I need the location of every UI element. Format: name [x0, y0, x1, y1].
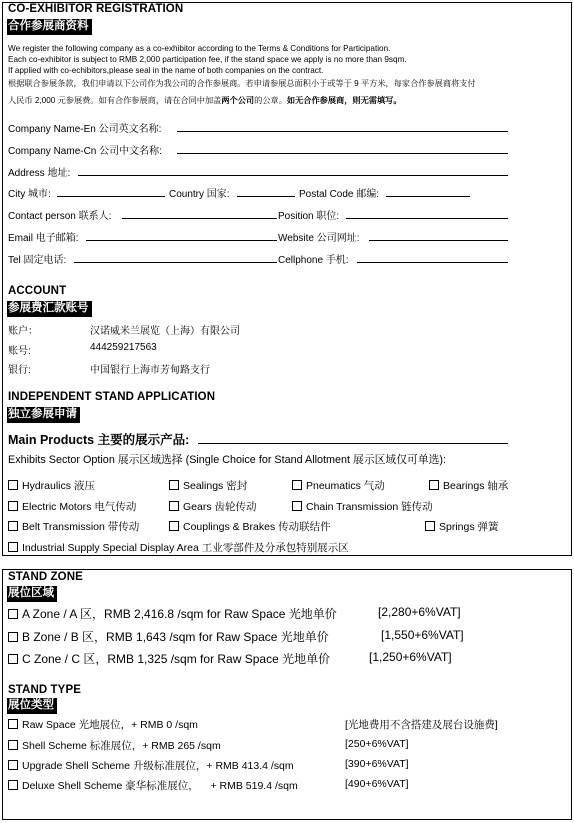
checkbox[interactable]	[292, 480, 302, 490]
checkbox[interactable]	[8, 719, 18, 729]
bank-value: 中国银行上海市芳甸路支行	[90, 365, 210, 376]
independent-title-en: INDEPENDENT STAND APPLICATION	[8, 391, 216, 403]
intro-cn-part-b: 两个公司	[221, 96, 255, 105]
checkbox[interactable]	[8, 480, 18, 490]
address-field[interactable]	[78, 175, 508, 176]
intro-cn-part-d: 如无合作参展商，则无需填写。	[286, 96, 402, 105]
checkbox[interactable]	[8, 521, 18, 531]
account-title-en: ACCOUNT	[8, 285, 67, 297]
tel-field[interactable]	[74, 262, 277, 263]
zone-b-price: [1,550+6%VAT]	[381, 628, 464, 642]
option-gears[interactable]	[169, 499, 257, 514]
stand-type-title-cn: 展位类型	[7, 698, 57, 714]
option-chain-transmission[interactable]	[292, 499, 433, 514]
address-label: Address 地址:	[8, 168, 71, 179]
stand-zone-title-en: STAND ZONE	[8, 571, 83, 583]
country-field[interactable]	[237, 196, 295, 197]
email-field[interactable]	[86, 240, 277, 241]
option-pneumatics[interactable]	[292, 478, 385, 493]
contact-person-field[interactable]	[122, 218, 277, 219]
checkbox[interactable]	[8, 654, 18, 664]
option-label: Belt Transmission 带传动	[22, 521, 140, 533]
intro-line-2: Each co-exhibitor is subject to RMB 2,000 participation fee, if the stand space we apply is no more than 9sqm.	[8, 55, 407, 64]
option-springs[interactable]	[425, 519, 499, 534]
type-raw-space-option[interactable]	[8, 717, 198, 732]
checkbox[interactable]	[8, 780, 18, 790]
cellphone-field[interactable]	[357, 262, 508, 263]
checkbox[interactable]	[425, 521, 435, 531]
checkbox[interactable]	[8, 632, 18, 642]
checkbox[interactable]	[429, 480, 439, 490]
type-shell-scheme-option[interactable]	[8, 738, 221, 753]
type-deluxe-shell-option[interactable]	[8, 778, 298, 793]
type-label: Upgrade Shell Scheme 升级标准展位，+ RMB 413.4 /sqm	[22, 760, 294, 772]
option-bearings[interactable]	[429, 478, 508, 493]
postal-code-field[interactable]	[386, 196, 470, 197]
zone-a-price: [2,280+6%VAT]	[378, 605, 461, 619]
option-label: Chain Transmission 链传动	[306, 501, 433, 513]
account-name-label: 账户：	[8, 326, 38, 337]
option-hydraulics[interactable]	[8, 478, 95, 493]
intro-line-3: If applied with co-echibitors,please seal in the name of both companies on the contract.	[8, 66, 324, 75]
company-en-label: Company Name-En 公司英文名称:	[8, 124, 162, 135]
checkbox[interactable]	[169, 480, 179, 490]
stand-zone-title-cn: 展位区域	[7, 586, 57, 602]
account-number-value: 444259217563	[90, 342, 157, 353]
type-raw-space-price: [光地费用不含搭建及展台设施费]	[345, 719, 498, 731]
website-field[interactable]	[369, 240, 508, 241]
website-label: Website 公司网址:	[278, 233, 360, 244]
option-belt-transmission[interactable]	[8, 519, 139, 534]
zone-a-option[interactable]	[8, 605, 337, 622]
postal-code-label: Postal Code 邮编:	[299, 189, 380, 200]
option-label: Industrial Supply Special Display Area 工业零部件及分承包特别展示区	[22, 542, 349, 554]
option-label: Gears 齿轮传动	[183, 501, 257, 513]
option-label: Sealings 密封	[183, 480, 248, 492]
company-en-field[interactable]	[177, 131, 508, 132]
checkbox[interactable]	[8, 760, 18, 770]
checkbox[interactable]	[8, 609, 18, 619]
tel-label: Tel 固定电话:	[8, 255, 67, 266]
type-label: Raw Space 光地展位，+ RMB 0 /sqm	[22, 719, 198, 731]
account-number-label: 账号:	[8, 346, 31, 357]
contact-person-label: Contact person 联系人:	[8, 211, 112, 222]
stand-type-title-en: STAND TYPE	[8, 684, 81, 696]
zone-c-option[interactable]	[8, 650, 330, 667]
main-products-label: Main Products 主要的展示产品:	[8, 433, 190, 447]
option-label: Springs 弹簧	[439, 521, 499, 533]
type-upgrade-shell-price: [390+6%VAT]	[345, 758, 409, 770]
option-label: Pneumatics 气动	[306, 480, 385, 492]
checkbox[interactable]	[8, 501, 18, 511]
sector-option-label: Exhibits Sector Option 展示区域选择 (Single Choice for Stand Allotment 展示区域仅可单选):	[8, 454, 447, 466]
registration-title-en: CO-EXHIBITOR REGISTRATION	[8, 3, 184, 15]
zone-c-price: [1,250+6%VAT]	[369, 650, 452, 664]
checkbox[interactable]	[169, 521, 179, 531]
intro-line-1: We register the following company as a co-exhibitor according to the Terms & Conditions for Participation.	[8, 44, 391, 53]
checkbox[interactable]	[8, 740, 18, 750]
intro-cn-part-a: 人民币 2,000 元参展费。如有合作参展商，请在合同中加盖	[8, 96, 222, 105]
account-title-cn: 参展费汇款账号	[7, 301, 92, 317]
cellphone-label: Cellphone 手机:	[278, 255, 349, 266]
intro-cn-line-1: 根据联合参展条款，我们申请以下公司作为我公司的合作参展商。若申请参展总面积小于或等于 9 平方米，每家合作参展商将支付	[8, 79, 476, 88]
main-products-field[interactable]	[198, 443, 508, 444]
company-cn-field[interactable]	[177, 153, 508, 154]
city-label: City 城市:	[8, 189, 51, 200]
company-cn-label: Company Name-Cn 公司中文名称:	[8, 146, 162, 157]
option-label: Couplings & Brakes 传动联结件	[183, 521, 331, 533]
type-label: Deluxe Shell Scheme 豪华标准展位， + RMB 519.4 /sqm	[22, 780, 298, 792]
checkbox[interactable]	[292, 501, 302, 511]
zone-b-option[interactable]	[8, 628, 329, 645]
type-label: Shell Scheme 标准展位，+ RMB 265 /sqm	[22, 740, 221, 752]
option-label: Bearings 轴承	[443, 480, 509, 492]
registration-title-cn: 合作参展商资料	[7, 19, 92, 35]
position-label: Position 职位:	[278, 211, 340, 222]
checkbox[interactable]	[8, 542, 18, 552]
zone-label: C Zone / C 区，RMB 1,325 /sqm for Raw Space 光地单价	[22, 652, 331, 666]
option-label: Electric Motors 电气传动	[22, 501, 137, 513]
bank-label: 银行:	[8, 365, 31, 376]
intro-cn-line-2	[8, 95, 402, 107]
account-name-value: 汉诺威米兰展览（上海）有限公司	[90, 326, 240, 337]
intro-cn-part-c: 的公章。	[254, 96, 287, 105]
option-industrial-supply[interactable]	[8, 540, 349, 555]
type-upgrade-shell-option[interactable]	[8, 758, 294, 773]
type-shell-scheme-price: [250+6%VAT]	[345, 738, 409, 750]
position-field[interactable]	[346, 218, 508, 219]
zone-label: A Zone / A 区，RMB 2,416.8 /sqm for Raw Space 光地单价	[22, 607, 337, 621]
option-electric-motors[interactable]	[8, 499, 136, 514]
email-label: Email 电子邮箱:	[8, 233, 79, 244]
option-sealings[interactable]	[169, 478, 247, 493]
checkbox[interactable]	[169, 501, 179, 511]
option-couplings-brakes[interactable]	[169, 519, 331, 534]
type-deluxe-shell-price: [490+6%VAT]	[345, 778, 409, 790]
country-label: Country 国家:	[169, 189, 230, 200]
independent-title-cn: 独立参展申请	[7, 407, 80, 423]
zone-label: B Zone / B 区，RMB 1,643 /sqm for Raw Space 光地单价	[22, 630, 329, 644]
option-label: Hydraulics 液压	[22, 480, 95, 492]
city-field[interactable]	[57, 196, 165, 197]
